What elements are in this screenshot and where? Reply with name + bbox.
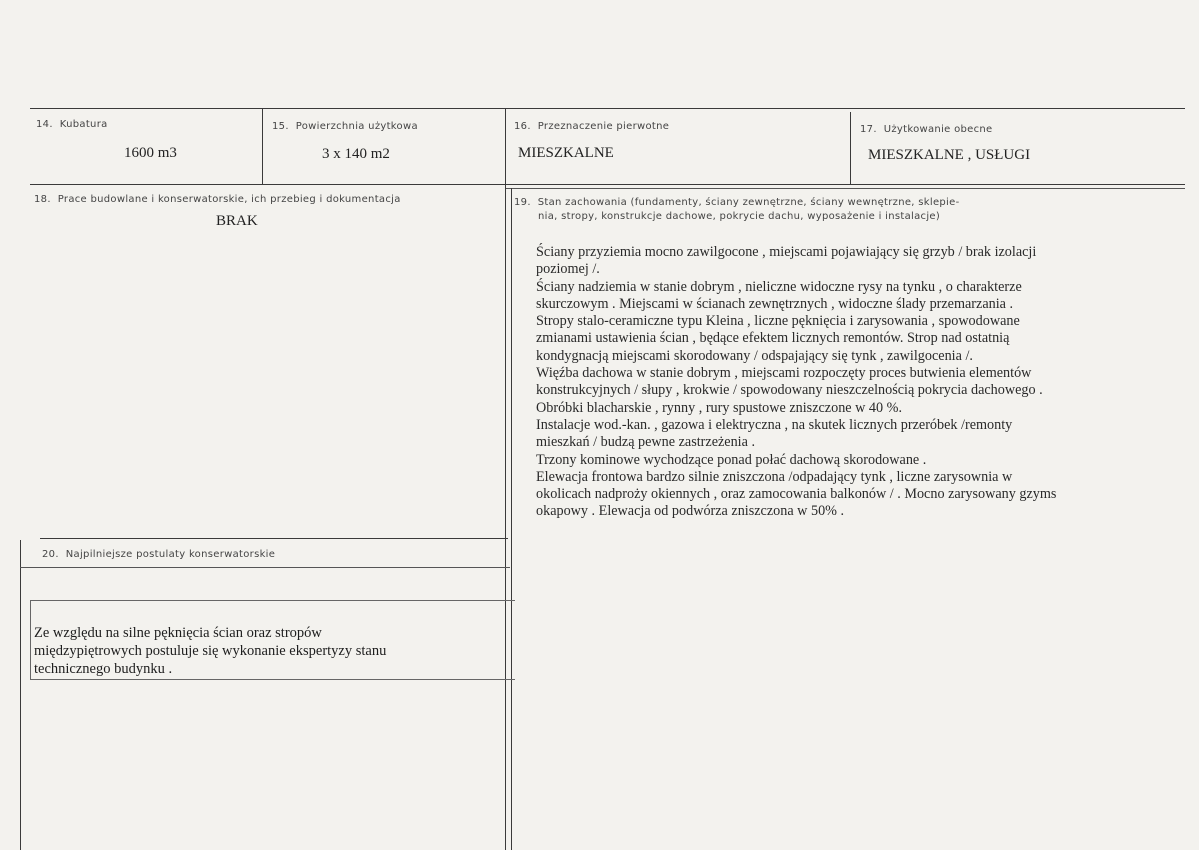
field-16-value: MIESZKALNE [518, 145, 614, 161]
field-20-line: międzypiętrowych postuluje się wykonanie ekspertyzy stanu [34, 643, 387, 659]
field-19-line: Stropy stalo-ceramiczne typu Kleina , liczne pęknięcia i zarysowania , spowodowane [536, 313, 1020, 330]
field-19-line: konstrukcyjnych / słupy , krokwie / spowodowany nieszczelnością pokrycia dachowego . [536, 382, 1043, 399]
field-19-line: Elewacja frontowa bardzo silnie zniszczona /odpadający tynk , liczne zarysownia w [536, 468, 1013, 485]
field-19-line: poziomej /. [536, 261, 600, 278]
column-divider-line [262, 108, 263, 184]
row-divider-line [30, 184, 1185, 185]
row-divider-line-secondary [505, 188, 1185, 189]
left-border-line [20, 540, 21, 850]
field-17-value: MIESZKALNE , USŁUGI [868, 147, 1031, 163]
field-17-label: 17. Użytkowanie obecne [860, 124, 993, 135]
field-20-label: 20. Najpilniejsze postulaty konserwatorskie [42, 549, 276, 560]
field-19-line: okolicach nadproży okiennych , oraz zamocowania balkonów / . Mocno zarysowany gzyms [536, 486, 1057, 503]
field-19-line: zmianami ustawienia ścian , będące efektem licznych remontów. Strop nad ostatnią [536, 330, 1010, 347]
section-20-underline [20, 567, 510, 568]
field-18-value: BRAK [216, 213, 258, 229]
field-19-line: Instalacje wod.-kan. , gazowa i elektryczna , na skutek licznych przeróbek /remonty [536, 416, 1013, 433]
field-14-value: 1600 m3 [124, 145, 177, 161]
field-19-line: kondygnacją miejscami skorodowany / odspajający się tynk , zawilgocenia /. [536, 347, 973, 364]
top-border-line [30, 108, 1185, 109]
section-20-top-line [40, 538, 508, 539]
field-15-label: 15. Powierzchnia użytkowa [272, 121, 418, 132]
field-20-text [34, 624, 504, 678]
field-19-line: mieszkań / budzą pewne zastrzeżenia . [536, 434, 756, 451]
field-18-label: 18. Prace budowlane i konserwatorskie, ich przebieg i dokumentacja [34, 194, 401, 205]
field-19-line: Trzony kominowe wychodzące ponad połać dachową skorodowane . [536, 451, 927, 468]
field-16-label: 16. Przeznaczenie pierwotne [514, 121, 670, 132]
field-19-line: Obróbki blacharskie , rynny , rury spustowe zniszczone w 40 %. [536, 399, 903, 416]
column-divider-line [505, 108, 506, 850]
field-20-line: Ze względu na silne pęknięcia ścian oraz stropów [34, 625, 322, 641]
field-15-value: 3 x 140 m2 [322, 146, 390, 162]
field-19-text [536, 244, 1176, 521]
field-14-label: 14. Kubatura [36, 119, 108, 130]
field-19-label-line-2: nia, stropy, konstrukcje dachowe, pokrycie dachu, wyposażenie i instalacje) [538, 211, 941, 222]
column-divider-line-secondary [511, 188, 512, 850]
field-19-line: Więźba dachowa w stanie dobrym , miejscami rozpoczęty proces butwienia elementów [536, 365, 1032, 382]
field-19-label-line-1: 19. Stan zachowania (fundamenty, ściany zewnętrzne, ściany wewnętrzne, sklepie- [514, 197, 960, 208]
field-19-line: Ściany przyziemia mocno zawilgocone , miejscami pojawiający się grzyb / brak izolacji [536, 244, 1037, 260]
field-19-line: okapowy . Elewacja od podwórza zniszczona w 50% . [536, 503, 845, 520]
field-19-line: skurczowym . Miejscami w ścianach zewnętrznych , widoczne ślady przemarzania . [536, 295, 1014, 312]
field-20-line: technicznego budynku . [34, 661, 173, 677]
field-19-line: Ściany nadziemia w stanie dobrym , nieliczne widoczne rysy na tynku , o charakterze [536, 278, 1022, 295]
column-divider-line [850, 112, 851, 184]
